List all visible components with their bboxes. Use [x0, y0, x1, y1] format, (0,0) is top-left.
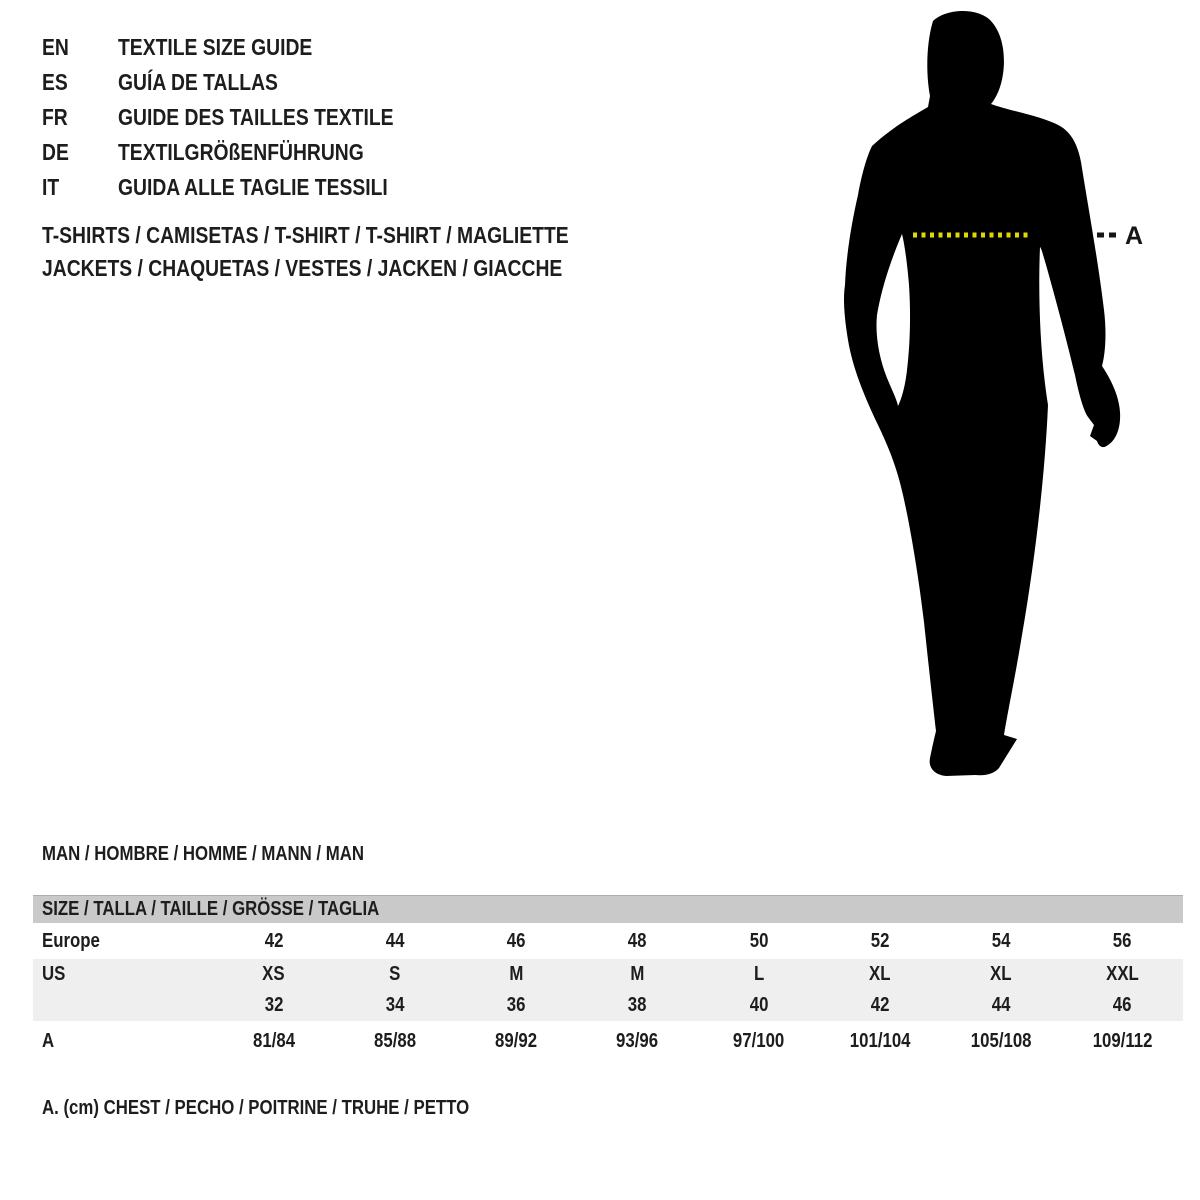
- table-cell: S: [389, 963, 401, 985]
- table-cell: 38: [628, 994, 647, 1016]
- table-cell: 52: [870, 929, 890, 952]
- category-lines: [42, 219, 669, 285]
- table-cell: XL: [990, 963, 1012, 985]
- language-row: [42, 135, 446, 170]
- table-cell: 93/96: [616, 1029, 659, 1052]
- language-label: TEXTILGRÖßENFÜHRUNG: [118, 139, 364, 165]
- table-cell: 40: [749, 994, 768, 1016]
- row-label: US: [42, 963, 66, 985]
- table-cell: 56: [1113, 929, 1132, 952]
- language-row: [42, 30, 446, 65]
- table-cell: XL: [869, 963, 891, 985]
- measurement-footnote: A. (cm) CHEST / PECHO / POITRINE / TRUHE / PETTO: [42, 1097, 470, 1119]
- table-row-chest: [33, 1021, 1183, 1061]
- language-label: TEXTILE SIZE GUIDE: [118, 34, 313, 60]
- table-row-us-numeric: [33, 990, 1183, 1021]
- table-cell: 50: [749, 929, 768, 952]
- language-row: [42, 65, 446, 100]
- table-cell: M: [509, 963, 524, 985]
- table-row-europe: [33, 923, 1183, 959]
- table-header-label: SIZE / TALLA / TAILLE / GRÖSSE / TAGLIA: [42, 898, 380, 920]
- table-cell: 34: [385, 994, 405, 1016]
- table-cell: 46: [1113, 994, 1132, 1016]
- table-row-us: [33, 959, 1183, 990]
- table-cell: 105/108: [970, 1029, 1032, 1052]
- table-cell: 42: [870, 994, 890, 1016]
- table-cell: 109/112: [1092, 1029, 1153, 1052]
- table-header: [33, 895, 1183, 923]
- measure-label-a: A: [1125, 222, 1144, 250]
- language-code: DE: [42, 139, 69, 165]
- language-code: FR: [42, 104, 68, 130]
- language-label: GUIDA ALLE TAGLIE TESSILI: [118, 174, 388, 200]
- language-code: EN: [42, 34, 69, 60]
- table-cell: 32: [264, 994, 283, 1016]
- table-cell: XXL: [1106, 963, 1139, 985]
- row-label: Europe: [42, 929, 100, 952]
- table-cell: 44: [991, 994, 1011, 1016]
- language-row: [42, 100, 446, 135]
- language-label: GUÍA DE TALLAS: [118, 69, 278, 95]
- table-cell: M: [630, 963, 645, 985]
- table-cell: 101/104: [849, 1029, 911, 1052]
- row-label: A: [42, 1029, 55, 1052]
- language-label: GUIDE DES TAILLES TEXTILE: [118, 104, 394, 130]
- table-cell: 44: [385, 929, 405, 952]
- measurement-figure: [818, 0, 1150, 790]
- table-cell: 36: [506, 994, 526, 1016]
- language-row: [42, 170, 446, 205]
- category-line-tshirts: T-SHIRTS / CAMISETAS / T-SHIRT / T-SHIRT / MAGLIETTE: [42, 222, 569, 248]
- table-cell: 46: [506, 929, 526, 952]
- table-cell: XS: [262, 963, 285, 985]
- section-title: MAN / HOMBRE / HOMME / MANN / MAN: [42, 843, 364, 865]
- table-cell: 54: [991, 929, 1011, 952]
- table-cell: L: [753, 963, 764, 985]
- table-cell: 97/100: [732, 1029, 785, 1052]
- table-cell: 48: [628, 929, 647, 952]
- language-code: IT: [42, 174, 60, 200]
- table-cell: 85/88: [373, 1029, 416, 1052]
- man-silhouette: [844, 11, 1120, 776]
- table-cell: 42: [264, 929, 283, 952]
- language-list: [42, 30, 446, 205]
- size-table: [33, 895, 1183, 1061]
- table-cell: 81/84: [252, 1029, 295, 1052]
- category-line-jackets: JACKETS / CHAQUETAS / VESTES / JACKEN / GIACCHE: [42, 255, 563, 281]
- language-code: ES: [42, 69, 68, 95]
- table-cell: 89/92: [495, 1029, 538, 1052]
